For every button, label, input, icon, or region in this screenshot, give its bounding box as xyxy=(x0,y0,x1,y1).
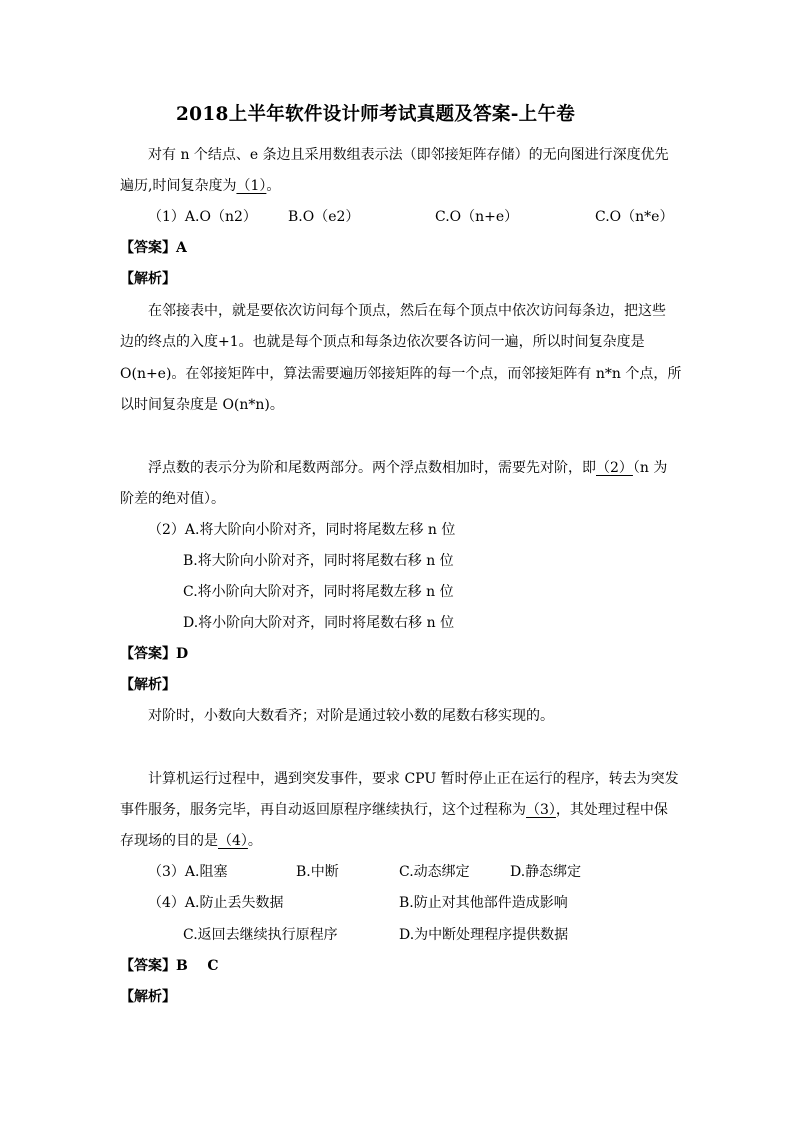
q4-option-c: C.返回去继续执行原程序 xyxy=(183,927,338,943)
q3-blank: （3） xyxy=(526,802,556,818)
q1-number: （1） xyxy=(148,209,185,225)
q2-stem-line2: 阶差的绝对值）。 xyxy=(120,491,225,507)
q4-blank: （4） xyxy=(218,833,248,849)
q2-option-a-row xyxy=(148,520,455,540)
q3-stem-line2: 事件服务，服务完毕，再自动返回原程序继续执行，这个过程称为（3），其处理过程中保 xyxy=(120,802,668,818)
q3-option-c: C.动态绑定 xyxy=(399,864,470,880)
q4-option-b: B.防止对其他部件造成影响 xyxy=(399,895,568,911)
q2-number: （2） xyxy=(148,522,185,538)
q1-stem-line2: 遍历,时间复杂度为（1）。 xyxy=(120,178,281,194)
q2-blank: （2） xyxy=(596,460,633,476)
q1-option-a: A.O（n2） xyxy=(184,209,257,225)
q3-answer: 【答案】B C xyxy=(120,958,219,974)
q2-answer: 【答案】D xyxy=(120,646,189,662)
q1-options xyxy=(148,207,257,227)
q3-option-b: B.中断 xyxy=(296,864,339,880)
q3-option-a-row xyxy=(148,862,227,882)
q2-option-a: A.将大阶向小阶对齐，同时将尾数左移 n 位 xyxy=(184,522,456,538)
q2-analysis-label: 【解析】 xyxy=(120,677,176,693)
q3-stem-line1: 计算机运行过程中，遇到突发事件，要求 CPU 暂时停止正在运行的程序，转去为突发 xyxy=(148,771,679,787)
q2-option-c: C.将小阶向大阶对齐，同时将尾数左移 n 位 xyxy=(183,584,454,600)
q1-analysis-line3: O(n+e)。在邻接矩阵中，算法需要遍历邻接矩阵的每一个点，而邻接矩阵有 n*n 个点，所 xyxy=(120,366,682,382)
q2-option-d: D.将小阶向大阶对齐，同时将尾数右移 n 位 xyxy=(183,615,455,631)
q1-option-b: B.O（e2） xyxy=(288,209,360,225)
q4-option-a: A.防止丢失数据 xyxy=(184,895,284,911)
q4-number: （4） xyxy=(148,895,185,911)
q1-answer: 【答案】A xyxy=(120,240,187,256)
q3-analysis-label: 【解析】 xyxy=(120,989,176,1005)
q1-analysis-label: 【解析】 xyxy=(120,271,176,287)
q2-stem-line1: 浮点数的表示分为阶和尾数两部分。两个浮点数相加时，需要先对阶，即（2）（n 为 xyxy=(148,460,668,476)
q4-option-a-row xyxy=(148,893,283,913)
q1-stem-line1: 对有 n 个结点、e 条边且采用数组表示法（即邻接矩阵存储）的无向图进行深度优先 xyxy=(148,147,669,163)
q1-analysis-line2: 边的终点的入度+1。也就是每个顶点和每条边依次要各访问一遍，所以时间复杂度是 xyxy=(120,334,645,350)
q1-option-c: C.O（n+e） xyxy=(435,209,519,225)
q2-analysis-text: 对阶时，小数向大数看齐；对阶是通过较小数的尾数右移实现的。 xyxy=(148,708,554,724)
page-title: 2018上半年软件设计师考试真题及答案-上午卷 xyxy=(176,104,576,125)
q4-option-d: D.为中断处理程序提供数据 xyxy=(399,927,569,943)
q2-option-b: B.将大阶向小阶对齐，同时将尾数右移 n 位 xyxy=(183,553,454,569)
q1-option-d: C.O（n*e） xyxy=(595,209,674,225)
q3-stem-line3: 存现场的目的是（4）。 xyxy=(120,833,262,849)
q1-analysis-line4: 以时间复杂度是 O(n*n)。 xyxy=(120,397,284,413)
q3-option-a: A.阻塞 xyxy=(184,864,228,880)
q1-blank: （1） xyxy=(236,178,267,194)
q3-option-d: D.静态绑定 xyxy=(510,864,582,880)
q3-number: （3） xyxy=(148,864,185,880)
q1-analysis-line1: 在邻接表中，就是要依次访问每个顶点，然后在每个顶点中依次访问每条边，把这些 xyxy=(148,303,666,319)
